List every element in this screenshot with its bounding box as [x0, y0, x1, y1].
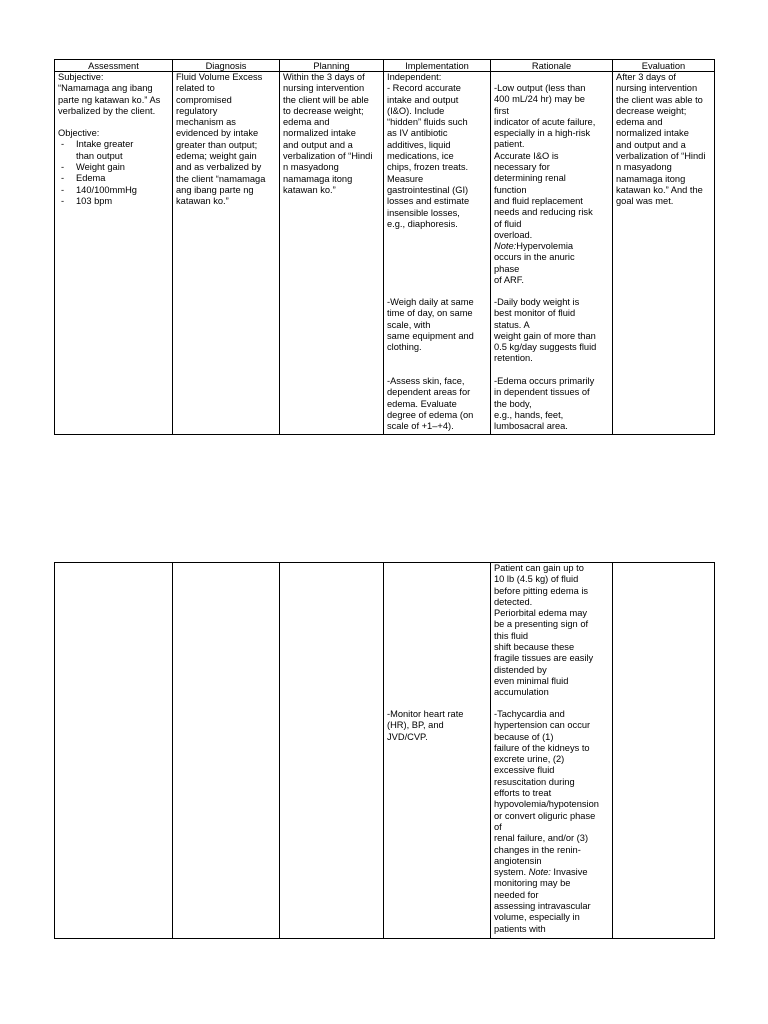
planning-cell: [280, 72, 384, 435]
spacer: [58, 117, 169, 128]
evaluation-cell: [613, 72, 715, 435]
evaluation-line: and output and a: [616, 139, 686, 150]
implementation-line: Independent:: [387, 72, 442, 82]
implementation-line: e.g., diaphoresis.: [387, 218, 458, 229]
rationale-line: accumulation: [494, 687, 549, 698]
rationale-block-weight: [494, 297, 609, 376]
spacer: [494, 72, 609, 83]
rationale-line: Periorbital edema may: [494, 608, 588, 619]
header-diagnosis: Diagnosis: [173, 60, 280, 72]
rationale-line: angiotensin: [494, 855, 542, 866]
implementation-line: scale of +1–+4).: [387, 421, 454, 432]
rationale-line: best monitor of fluid: [494, 308, 576, 319]
rationale-line: changes in the renin-: [494, 844, 581, 855]
header-planning: Planning: [280, 60, 384, 72]
objective-item: - Edema: [58, 173, 169, 184]
diagnosis-cell: [173, 72, 280, 435]
rationale-line: -Edema occurs primarily: [494, 376, 595, 386]
rationale-line: excrete urine, (2): [494, 754, 565, 765]
objective-item: - 103 bpm: [58, 196, 169, 207]
rationale-line: shift because these: [494, 642, 575, 653]
rationale-block-weight-gain: [494, 563, 609, 709]
rationale-line: weight gain of more than: [494, 330, 596, 341]
diagnosis-line: mechanism as: [176, 117, 236, 128]
implementation-line: clothing.: [387, 342, 422, 353]
rationale-line: function: [494, 184, 527, 195]
planning-line: and output and a: [283, 139, 353, 150]
spacer: [387, 563, 487, 709]
rationale-block-edema: [494, 376, 609, 432]
implementation-line: intake and output: [387, 94, 459, 105]
header-evaluation: Evaluation: [613, 60, 715, 72]
planning-line: n masyadong: [283, 162, 339, 173]
planning-line: namamaga itong: [283, 173, 353, 184]
implementation-line: Measure: [387, 173, 424, 184]
care-plan-table-2: [54, 562, 715, 939]
rationale-block-io: [494, 72, 609, 297]
rationale-line: -Low output (less than: [494, 83, 586, 93]
rationale-line: retention.: [494, 353, 533, 364]
implementation-line: -Assess skin, face,: [387, 376, 465, 386]
rationale-line: lumbosacral area.: [494, 421, 568, 432]
planning-line: nursing intervention: [283, 83, 365, 94]
implementation-block-edema: [387, 376, 487, 432]
rationale-line: efforts to treat: [494, 788, 552, 799]
implementation-line: JVD/CVP.: [387, 731, 428, 742]
rationale-line: Patient can gain up to: [494, 563, 584, 573]
planning-line: Within the 3 days of: [283, 72, 365, 82]
header-implementation: Implementation: [384, 60, 491, 72]
rationale-line: failure of the kidneys to: [494, 742, 590, 753]
evaluation-line: katawan ko.” And the: [616, 184, 703, 195]
implementation-line: edema. Evaluate: [387, 398, 457, 409]
implementation-cell: [384, 72, 491, 435]
rationale-line: before pitting edema is: [494, 585, 589, 596]
evaluation-line: namamaga itong: [616, 173, 686, 184]
rationale-line: and fluid replacement: [494, 195, 583, 206]
planning-line: verbalization of “Hindi: [283, 151, 373, 162]
implementation-line: time of day, on same: [387, 308, 473, 319]
rationale-line: even minimal fluid: [494, 675, 569, 686]
implementation-line: “hidden” fluids such: [387, 117, 468, 128]
objective-item-cont: than output: [76, 150, 123, 161]
diagnosis-line: ang ibang parte ng: [176, 184, 254, 195]
note-label: Note:: [528, 867, 551, 878]
rationale-line: Accurate I&O is: [494, 150, 559, 161]
implementation-line: scale, with: [387, 319, 431, 330]
implementation-line: additives, liquid: [387, 139, 451, 150]
implementation-line: losses and estimate: [387, 196, 470, 207]
rationale-line: indicator of acute failure,: [494, 116, 596, 127]
rationale-line: hypovolemia/hypotension: [494, 799, 599, 810]
implementation-line: (I&O). Include: [387, 105, 445, 116]
rationale-cell: [491, 72, 613, 435]
rationale-line: hypertension can occur: [494, 720, 591, 731]
implementation-line: as IV antibiotic: [387, 128, 448, 139]
objective-label: Objective:: [58, 128, 100, 139]
rationale-line: first: [494, 105, 509, 116]
rationale-line: status. A: [494, 319, 530, 330]
rationale-line: renal failure, and/or (3): [494, 833, 589, 844]
diagnosis-line: katawan ko.”: [176, 196, 229, 207]
rationale-line: detected.: [494, 596, 533, 607]
rationale-line: -Tachycardia and: [494, 709, 565, 719]
implementation-line: chips, frozen treats.: [387, 162, 469, 173]
content-row: [55, 72, 715, 435]
rationale-line: especially in a high-risk: [494, 128, 591, 139]
subjective-label: Subjective:: [58, 72, 104, 82]
evaluation-cell-empty: [613, 563, 715, 939]
implementation-line: dependent areas for: [387, 387, 471, 398]
evaluation-line: verbalization of “Hindi: [616, 151, 706, 162]
note-text: Invasive: [550, 867, 588, 878]
planning-line: the client will be able: [283, 94, 369, 105]
rationale-line: resuscitation during: [494, 776, 575, 787]
rationale-line: in dependent tissues of: [494, 387, 590, 398]
diagnosis-line: related to: [176, 83, 215, 94]
subjective-line: “Namamaga ang ibang: [58, 83, 153, 94]
rationale-line: 400 mL/24 hr) may be: [494, 94, 585, 105]
rationale-line: determining renal: [494, 173, 566, 184]
evaluation-line: goal was met.: [616, 196, 674, 207]
implementation-cell: [384, 563, 491, 939]
subjective-line: parte ng katawan ko.” As: [58, 94, 161, 105]
planning-line: to decrease weight;: [283, 105, 364, 116]
evaluation-line: the client was able to: [616, 94, 703, 105]
care-plan-table-1: [54, 59, 715, 435]
implementation-line: -Weigh daily at same: [387, 297, 474, 307]
rationale-line: phase: [494, 263, 520, 274]
rationale-line: this fluid: [494, 630, 529, 641]
implementation-line: medications, ice: [387, 151, 454, 162]
rationale-line: of: [494, 821, 502, 832]
diagnosis-line: greater than output;: [176, 139, 258, 150]
evaluation-line: After 3 days of: [616, 72, 676, 82]
objective-item: - 140/100mmHg: [58, 185, 169, 196]
rationale-line: needs and reducing risk: [494, 207, 593, 218]
rationale-line: -Daily body weight is: [494, 297, 580, 307]
rationale-line: e.g., hands, feet,: [494, 409, 564, 420]
rationale-line: needed for: [494, 889, 539, 900]
subjective-line: verbalized by the client.: [58, 105, 156, 116]
assessment-cell: [55, 72, 173, 435]
rationale-line: necessary for: [494, 162, 550, 173]
diagnosis-line: the client “namamaga: [176, 173, 266, 184]
rationale-line: of fluid: [494, 218, 522, 229]
rationale-line: patients with: [494, 923, 546, 934]
header-assessment: Assessment: [55, 60, 173, 72]
implementation-block-weigh: [387, 297, 487, 376]
rationale-line: 10 lb (4.5 kg) of fluid: [494, 574, 579, 585]
implementation-line: gastrointestinal (GI): [387, 184, 469, 195]
implementation-line: -Monitor heart rate: [387, 709, 464, 719]
header-row: [55, 60, 715, 72]
implementation-line: - Record accurate: [387, 83, 461, 94]
evaluation-line: normalized intake: [616, 128, 689, 139]
diagnosis-line: regulatory: [176, 105, 218, 116]
rationale-line: or convert oliguric phase: [494, 810, 596, 821]
planning-line: katawan ko.”: [283, 184, 336, 195]
diagnosis-line: compromised: [176, 94, 232, 105]
rationale-line: patient.: [494, 139, 525, 150]
content-row: [55, 563, 715, 939]
note-prefix: system.: [494, 867, 529, 878]
rationale-line: volume, especially in: [494, 912, 580, 923]
rationale-line: because of (1): [494, 731, 554, 742]
note-label: Note:: [494, 241, 517, 252]
objective-item: - Weight gain: [58, 162, 169, 173]
diagnosis-line: and as verbalized by: [176, 162, 262, 173]
rationale-line: assessing intravascular: [494, 901, 591, 912]
rationale-line: occurs in the anuric: [494, 252, 575, 263]
note-text: Hypervolemia: [516, 241, 574, 252]
diagnosis-cell-empty: [173, 563, 280, 939]
rationale-line: monitoring may be: [494, 878, 571, 889]
rationale-line: distended by: [494, 664, 547, 675]
planning-cell-empty: [280, 563, 384, 939]
rationale-block-tachycardia: [494, 709, 609, 935]
assessment-cell-empty: [55, 563, 173, 939]
rationale-line: be a presenting sign of: [494, 619, 589, 630]
objective-item: - Intake greater: [58, 139, 169, 150]
evaluation-line: edema and: [616, 117, 663, 128]
diagnosis-line: edema; weight gain: [176, 151, 257, 162]
diagnosis-line: evidenced by intake: [176, 128, 259, 139]
implementation-line: same equipment and: [387, 330, 474, 341]
rationale-note-line: [494, 867, 609, 878]
implementation-line: insensible losses,: [387, 207, 460, 218]
rationale-line: overload.: [494, 229, 533, 240]
rationale-line: excessive fluid: [494, 765, 555, 776]
header-rationale: Rationale: [491, 60, 613, 72]
rationale-line: the body,: [494, 398, 532, 409]
evaluation-line: n masyadong: [616, 162, 672, 173]
rationale-note-line: [494, 241, 609, 252]
evaluation-line: nursing intervention: [616, 83, 698, 94]
planning-line: normalized intake: [283, 128, 356, 139]
implementation-block-io: [387, 72, 487, 297]
diagnosis-line: Fluid Volume Excess: [176, 72, 263, 82]
rationale-line: 0.5 kg/day suggests fluid: [494, 342, 597, 353]
rationale-cell: [491, 563, 613, 939]
implementation-line: (HR), BP, and: [387, 720, 444, 731]
rationale-line: of ARF.: [494, 275, 524, 286]
planning-line: edema and: [283, 117, 330, 128]
rationale-line: fragile tissues are easily: [494, 653, 594, 664]
implementation-line: degree of edema (on: [387, 409, 474, 420]
evaluation-line: decrease weight;: [616, 105, 687, 116]
